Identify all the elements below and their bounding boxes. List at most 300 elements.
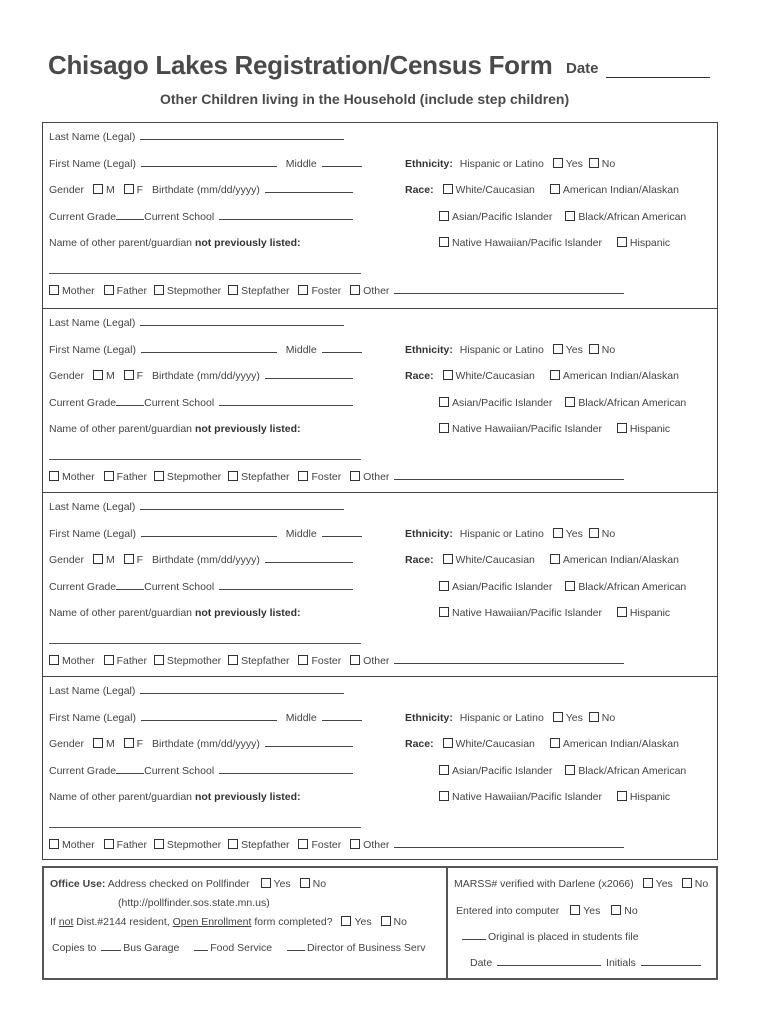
office-address-row — [50, 878, 326, 890]
other-parent-bold-label: not previously listed: — [194, 607, 301, 619]
current-school-field[interactable] — [219, 588, 353, 590]
gender-f-checkbox[interactable] — [124, 370, 134, 380]
hispanic-checkbox[interactable] — [617, 607, 627, 617]
last-name-label: Last Name (Legal) — [49, 685, 136, 697]
white-label: White/Caucasian — [455, 738, 535, 750]
race-label: Race: — [405, 738, 434, 750]
ethnicity-no-checkbox[interactable] — [589, 344, 599, 354]
current-school-label: Current School — [144, 581, 215, 593]
foster-checkbox[interactable] — [298, 655, 308, 665]
other-checkbox[interactable] — [350, 285, 360, 295]
grade-row — [49, 397, 355, 409]
ethnicity-yes-label: Yes — [565, 158, 583, 170]
ethnicity-yes-label: Yes — [565, 712, 583, 724]
american-indian-label: American Indian/Alaskan — [562, 738, 679, 750]
relationship-row — [49, 839, 626, 851]
hawaiian-checkbox[interactable] — [439, 607, 449, 617]
ethnicity-no-label: No — [601, 712, 616, 724]
ethnicity-yes-checkbox[interactable] — [553, 344, 563, 354]
first-name-field[interactable] — [141, 351, 277, 353]
ethnicity-yes-label: Yes — [565, 528, 583, 540]
foster-checkbox[interactable] — [298, 285, 308, 295]
mother-checkbox[interactable] — [49, 655, 59, 665]
father-checkbox[interactable] — [104, 471, 114, 481]
marss-row — [454, 878, 708, 890]
dist-text: Dist.#2144 resident, — [76, 916, 170, 928]
hawaiian-checkbox[interactable] — [439, 237, 449, 247]
ethnicity-no-checkbox[interactable] — [589, 158, 599, 168]
first-name-label: First Name (Legal) — [49, 528, 136, 540]
other-parent-row — [49, 791, 301, 803]
american-indian-checkbox[interactable] — [550, 738, 560, 748]
current-grade-field[interactable] — [116, 404, 144, 406]
foster-checkbox[interactable] — [298, 471, 308, 481]
initials-label: Initials — [606, 957, 636, 969]
current-school-label: Current School — [144, 397, 215, 409]
birthdate-label: Birthdate (mm/dd/yyyy) — [151, 184, 260, 196]
stepmother-label: Stepmother — [166, 839, 222, 851]
current-grade-field[interactable] — [116, 218, 144, 220]
black-label: Black/African American — [578, 397, 687, 409]
stepmother-label: Stepmother — [166, 655, 222, 667]
asian-checkbox[interactable] — [439, 765, 449, 775]
other-label: Other — [363, 655, 390, 667]
ethnicity-row — [405, 344, 615, 356]
enrollment-no-label: No — [393, 916, 407, 928]
current-grade-label: Current Grade — [49, 211, 117, 223]
gender-row — [49, 554, 355, 566]
race-row-1 — [405, 370, 679, 382]
director-field[interactable] — [287, 949, 305, 951]
american-indian-checkbox[interactable] — [550, 370, 560, 380]
ethnicity-yes-checkbox[interactable] — [553, 158, 563, 168]
first-name-row — [49, 158, 364, 170]
hawaiian-label: Native Hawaiian/Pacific Islander — [452, 423, 602, 435]
other-relationship-field[interactable] — [394, 662, 624, 664]
hawaiian-checkbox[interactable] — [439, 791, 449, 801]
hispanic-checkbox[interactable] — [617, 237, 627, 247]
ethnicity-no-label: No — [601, 528, 616, 540]
race-row-3 — [439, 423, 670, 435]
gender-m-label: M — [105, 370, 115, 382]
father-label: Father — [116, 839, 147, 851]
white-label: White/Caucasian — [455, 554, 535, 566]
ethnicity-row — [405, 528, 615, 540]
birthdate-label: Birthdate (mm/dd/yyyy) — [151, 370, 260, 382]
father-checkbox[interactable] — [104, 285, 114, 295]
black-label: Black/African American — [578, 765, 687, 777]
first-name-row — [49, 344, 364, 356]
white-checkbox[interactable] — [443, 184, 453, 194]
middle-name-field[interactable] — [322, 165, 362, 167]
office-use-box — [42, 866, 718, 980]
gender-f-checkbox[interactable] — [124, 738, 134, 748]
other-parent-row — [49, 423, 301, 435]
gender-label: Gender — [49, 370, 85, 382]
first-name-field[interactable] — [141, 535, 277, 537]
race-label: Race: — [405, 554, 434, 566]
hispanic-latino-label: Hispanic or Latino — [459, 344, 544, 356]
stepmother-checkbox[interactable] — [154, 655, 164, 665]
other-parent-field[interactable] — [49, 827, 361, 828]
first-name-field[interactable] — [141, 719, 277, 721]
gender-f-label: F — [136, 738, 144, 750]
last-name-field[interactable] — [140, 324, 344, 326]
food-service-label: Food Service — [210, 942, 273, 954]
mother-checkbox[interactable] — [49, 285, 59, 295]
black-checkbox[interactable] — [565, 397, 575, 407]
hispanic-label: Hispanic — [629, 423, 671, 435]
current-grade-field[interactable] — [116, 588, 144, 590]
current-grade-label: Current Grade — [49, 765, 117, 777]
gender-label: Gender — [49, 184, 85, 196]
other-parent-field[interactable] — [49, 273, 361, 274]
american-indian-label: American Indian/Alaskan — [562, 370, 679, 382]
stepfather-label: Stepfather — [241, 285, 290, 297]
other-checkbox[interactable] — [350, 471, 360, 481]
birthdate-field[interactable] — [265, 377, 353, 379]
white-checkbox[interactable] — [443, 370, 453, 380]
marss-yes-label: Yes — [655, 878, 673, 890]
last-name-row — [49, 501, 346, 513]
other-parent-field[interactable] — [49, 459, 361, 460]
gender-f-checkbox[interactable] — [124, 554, 134, 564]
first-name-row — [49, 528, 364, 540]
mother-checkbox[interactable] — [49, 839, 59, 849]
foster-label: Foster — [311, 471, 342, 483]
child-section — [42, 308, 718, 493]
enrollment-yes-checkbox[interactable] — [341, 916, 351, 926]
hispanic-checkbox[interactable] — [617, 423, 627, 433]
black-checkbox[interactable] — [565, 211, 575, 221]
enrollment-yes-label: Yes — [354, 916, 372, 928]
initials-field[interactable] — [641, 964, 701, 966]
middle-name-field[interactable] — [322, 351, 362, 353]
pollfinder-url: (http://pollfinder.sos.state.mn.us) — [118, 897, 270, 909]
asian-label: Asian/Pacific Islander — [452, 581, 553, 593]
marss-no-label: No — [694, 878, 709, 890]
mother-checkbox[interactable] — [49, 471, 59, 481]
hawaiian-label: Native Hawaiian/Pacific Islander — [452, 791, 602, 803]
other-parent-label: Name of other parent/guardian — [49, 423, 193, 435]
child-section — [42, 492, 718, 677]
ethnicity-label: Ethnicity: — [405, 344, 453, 356]
other-parent-bold-label: not previously listed: — [194, 423, 301, 435]
hispanic-latino-label: Hispanic or Latino — [459, 158, 544, 170]
asian-label: Asian/Pacific Islander — [452, 397, 553, 409]
other-parent-bold-label: not previously listed: — [194, 791, 301, 803]
stepfather-checkbox[interactable] — [228, 285, 238, 295]
middle-label: Middle — [285, 344, 317, 356]
race-label: Race: — [405, 370, 434, 382]
enrollment-row — [50, 916, 407, 928]
race-row-3 — [439, 237, 670, 249]
stepmother-label: Stepmother — [166, 285, 222, 297]
entered-yes-label: Yes — [583, 905, 601, 917]
gender-m-checkbox[interactable] — [93, 370, 103, 380]
american-indian-checkbox[interactable] — [550, 184, 560, 194]
entered-no-label: No — [624, 905, 638, 917]
white-label: White/Caucasian — [455, 370, 535, 382]
ethnicity-row — [405, 712, 615, 724]
ethnicity-yes-checkbox[interactable] — [553, 712, 563, 722]
race-row-2 — [439, 397, 686, 409]
ethnicity-label: Ethnicity: — [405, 528, 453, 540]
ethnicity-label: Ethnicity: — [405, 158, 453, 170]
office-date-label: Date — [470, 957, 493, 969]
ethnicity-yes-checkbox[interactable] — [553, 528, 563, 538]
bus-garage-label: Bus Garage — [123, 942, 180, 954]
middle-label: Middle — [285, 528, 317, 540]
father-label: Father — [116, 655, 147, 667]
american-indian-checkbox[interactable] — [550, 554, 560, 564]
gender-row — [49, 370, 355, 382]
relationship-row — [49, 655, 626, 667]
office-date-field[interactable] — [497, 964, 601, 966]
other-parent-row — [49, 607, 301, 619]
child-section — [42, 122, 718, 309]
last-name-row — [49, 317, 346, 329]
gender-m-label: M — [105, 738, 115, 750]
last-name-row — [49, 685, 346, 697]
other-checkbox[interactable] — [350, 839, 360, 849]
birthdate-field[interactable] — [265, 191, 353, 193]
first-name-label: First Name (Legal) — [49, 158, 136, 170]
first-name-field[interactable] — [141, 165, 277, 167]
race-row-2 — [439, 765, 686, 777]
grade-row — [49, 581, 355, 593]
foster-label: Foster — [311, 839, 342, 851]
ethnicity-no-label: No — [601, 158, 616, 170]
american-indian-label: American Indian/Alaskan — [562, 554, 679, 566]
race-row-2 — [439, 211, 686, 223]
hispanic-label: Hispanic — [629, 607, 671, 619]
first-name-label: First Name (Legal) — [49, 712, 136, 724]
foster-checkbox[interactable] — [298, 839, 308, 849]
stepfather-checkbox[interactable] — [228, 839, 238, 849]
page-title: Chisago Lakes Registration/Census Form — [48, 50, 553, 80]
last-name-label: Last Name (Legal) — [49, 131, 136, 143]
middle-label: Middle — [285, 158, 317, 170]
foster-label: Foster — [311, 285, 342, 297]
director-label: Director of Business Serv — [307, 942, 426, 954]
grade-row — [49, 765, 355, 777]
race-row-3 — [439, 791, 670, 803]
gender-m-checkbox[interactable] — [93, 738, 103, 748]
ethnicity-no-checkbox[interactable] — [589, 528, 599, 538]
father-label: Father — [116, 285, 147, 297]
gender-f-label: F — [136, 370, 144, 382]
address-no-label: No — [312, 878, 327, 890]
current-grade-label: Current Grade — [49, 581, 117, 593]
father-checkbox[interactable] — [104, 655, 114, 665]
hispanic-label: Hispanic — [629, 237, 671, 249]
address-yes-checkbox[interactable] — [261, 878, 271, 888]
copies-row — [52, 942, 426, 954]
asian-checkbox[interactable] — [439, 397, 449, 407]
current-school-label: Current School — [144, 211, 215, 223]
asian-label: Asian/Pacific Islander — [452, 211, 553, 223]
black-label: Black/African American — [578, 211, 687, 223]
address-no-checkbox[interactable] — [300, 878, 310, 888]
gender-row — [49, 184, 355, 196]
ethnicity-no-checkbox[interactable] — [589, 712, 599, 722]
gender-m-label: M — [105, 554, 115, 566]
black-checkbox[interactable] — [565, 765, 575, 775]
other-parent-bold-label: not previously listed: — [194, 237, 301, 249]
stepfather-checkbox[interactable] — [228, 471, 238, 481]
black-checkbox[interactable] — [565, 581, 575, 591]
race-row-3 — [439, 607, 670, 619]
other-parent-label: Name of other parent/guardian — [49, 237, 193, 249]
black-label: Black/African American — [578, 581, 687, 593]
entered-label: Entered into computer — [456, 905, 560, 917]
bus-garage-field[interactable] — [101, 949, 121, 951]
gender-m-checkbox[interactable] — [93, 184, 103, 194]
asian-checkbox[interactable] — [439, 211, 449, 221]
middle-name-field[interactable] — [322, 719, 362, 721]
original-row — [462, 931, 639, 943]
current-grade-field[interactable] — [116, 772, 144, 774]
relationship-row — [49, 471, 626, 483]
gender-f-label: F — [136, 184, 144, 196]
stepmother-checkbox[interactable] — [154, 285, 164, 295]
ethnicity-row — [405, 158, 615, 170]
other-relationship-field[interactable] — [394, 292, 624, 294]
last-name-field[interactable] — [140, 138, 344, 140]
office-divider — [446, 868, 448, 978]
current-grade-label: Current Grade — [49, 397, 117, 409]
child-section — [42, 676, 718, 860]
ethnicity-no-label: No — [601, 344, 616, 356]
current-school-field[interactable] — [219, 772, 353, 774]
entered-no-checkbox[interactable] — [611, 905, 621, 915]
original-label: Original is placed in students file — [488, 931, 639, 943]
date-label: Date — [566, 60, 599, 77]
gender-f-label: F — [136, 554, 144, 566]
if-text: If — [50, 916, 56, 928]
open-enrollment-text: Open Enrollment — [172, 916, 252, 928]
gender-m-checkbox[interactable] — [93, 554, 103, 564]
other-parent-row — [49, 237, 301, 249]
address-checked-label: Address checked on Pollfinder — [107, 878, 250, 890]
race-row-1 — [405, 738, 679, 750]
date-field[interactable] — [606, 77, 710, 78]
current-school-label: Current School — [144, 765, 215, 777]
father-checkbox[interactable] — [104, 839, 114, 849]
first-name-row — [49, 712, 364, 724]
other-label: Other — [363, 471, 390, 483]
other-parent-field[interactable] — [49, 643, 361, 644]
last-name-field[interactable] — [140, 692, 344, 694]
asian-checkbox[interactable] — [439, 581, 449, 591]
other-relationship-field[interactable] — [394, 478, 624, 480]
stepfather-label: Stepfather — [241, 471, 290, 483]
other-checkbox[interactable] — [350, 655, 360, 665]
stepmother-checkbox[interactable] — [154, 839, 164, 849]
marss-no-checkbox[interactable] — [682, 878, 692, 888]
current-school-field[interactable] — [219, 404, 353, 406]
gender-label: Gender — [49, 738, 85, 750]
not-text: not — [58, 916, 74, 928]
american-indian-label: American Indian/Alaskan — [562, 184, 679, 196]
stepfather-label: Stepfather — [241, 839, 290, 851]
mother-label: Mother — [62, 285, 95, 297]
hispanic-latino-label: Hispanic or Latino — [459, 712, 544, 724]
gender-m-label: M — [105, 184, 115, 196]
foster-label: Foster — [311, 655, 342, 667]
white-checkbox[interactable] — [443, 554, 453, 564]
stepmother-checkbox[interactable] — [154, 471, 164, 481]
mother-label: Mother — [62, 655, 95, 667]
race-row-1 — [405, 184, 679, 196]
office-use-label: Office Use: — [50, 878, 106, 890]
other-relationship-field[interactable] — [394, 846, 624, 848]
entered-yes-checkbox[interactable] — [570, 905, 580, 915]
asian-label: Asian/Pacific Islander — [452, 765, 553, 777]
current-school-field[interactable] — [219, 218, 353, 220]
last-name-row — [49, 131, 346, 143]
gender-row — [49, 738, 355, 750]
hawaiian-label: Native Hawaiian/Pacific Islander — [452, 607, 602, 619]
middle-name-field[interactable] — [322, 535, 362, 537]
birthdate-label: Birthdate (mm/dd/yyyy) — [151, 738, 260, 750]
birthdate-label: Birthdate (mm/dd/yyyy) — [151, 554, 260, 566]
form-completed-text: form completed? — [254, 916, 333, 928]
mother-label: Mother — [62, 471, 95, 483]
marss-yes-checkbox[interactable] — [643, 878, 653, 888]
other-parent-label: Name of other parent/guardian — [49, 607, 193, 619]
address-yes-label: Yes — [273, 878, 291, 890]
relationship-row — [49, 285, 626, 297]
last-name-field[interactable] — [140, 508, 344, 510]
hawaiian-checkbox[interactable] — [439, 423, 449, 433]
race-row-1 — [405, 554, 679, 566]
white-label: White/Caucasian — [455, 184, 535, 196]
hispanic-label: Hispanic — [629, 791, 671, 803]
middle-label: Middle — [285, 712, 317, 724]
original-field[interactable] — [462, 938, 486, 940]
birthdate-field[interactable] — [265, 745, 353, 747]
other-label: Other — [363, 285, 390, 297]
hispanic-latino-label: Hispanic or Latino — [459, 528, 544, 540]
entered-row — [456, 905, 638, 917]
gender-f-checkbox[interactable] — [124, 184, 134, 194]
stepfather-checkbox[interactable] — [228, 655, 238, 665]
enrollment-no-checkbox[interactable] — [381, 916, 391, 926]
first-name-label: First Name (Legal) — [49, 344, 136, 356]
other-parent-label: Name of other parent/guardian — [49, 791, 193, 803]
copies-to-label: Copies to — [52, 942, 97, 954]
white-checkbox[interactable] — [443, 738, 453, 748]
hispanic-checkbox[interactable] — [617, 791, 627, 801]
food-service-field[interactable] — [194, 949, 208, 951]
office-date-row — [470, 957, 703, 969]
marss-label: MARSS# verified with Darlene (x2066) — [454, 878, 634, 890]
stepfather-label: Stepfather — [241, 655, 290, 667]
race-label: Race: — [405, 184, 434, 196]
father-label: Father — [116, 471, 147, 483]
ethnicity-label: Ethnicity: — [405, 712, 453, 724]
ethnicity-yes-label: Yes — [565, 344, 583, 356]
last-name-label: Last Name (Legal) — [49, 501, 136, 513]
other-label: Other — [363, 839, 390, 851]
gender-label: Gender — [49, 554, 85, 566]
hawaiian-label: Native Hawaiian/Pacific Islander — [452, 237, 602, 249]
grade-row — [49, 211, 355, 223]
birthdate-field[interactable] — [265, 561, 353, 563]
page-subtitle: Other Children living in the Household (include step children) — [160, 91, 570, 107]
